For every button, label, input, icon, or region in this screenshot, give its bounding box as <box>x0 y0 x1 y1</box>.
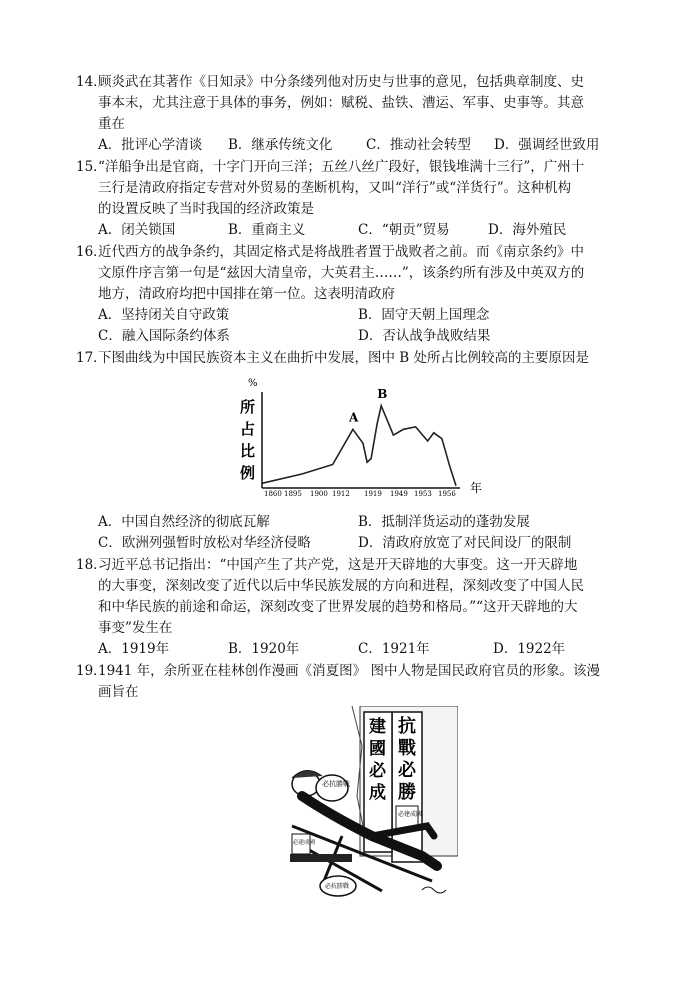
cartoon-drawing <box>262 706 458 902</box>
summer-cartoon <box>262 706 458 902</box>
stem-line: 重在 <box>98 116 125 132</box>
banner-char: 戰 <box>398 738 416 759</box>
option-c[interactable]: C．推动社会转型 <box>366 137 471 153</box>
question-19 <box>76 661 636 703</box>
option-b[interactable]: B．继承传统文化 <box>228 137 333 153</box>
y-label-char: 占 <box>240 420 256 438</box>
question-number: 18． <box>76 557 107 573</box>
banner-char: 勝 <box>398 782 416 803</box>
options <box>76 135 636 156</box>
x-axis-label: 年 <box>470 481 483 495</box>
option-b[interactable]: B．重商主义 <box>228 222 306 238</box>
option-a[interactable]: A．闭关锁国 <box>98 222 176 238</box>
stem-line: 顾炎武在其著作《日知录》中分条缕列他对历史与世事的意见，包括典章制度、史 <box>98 74 584 90</box>
stem-line: 事变”发生在 <box>98 620 173 636</box>
option-d[interactable]: D．清政府放宽了对民间设厂的限制 <box>358 535 572 551</box>
option-d[interactable]: D．1922年 <box>493 641 566 657</box>
y-axis-label <box>240 398 255 482</box>
stem-line: 地方，清政府均把中国排在第一位。这表明清政府 <box>98 286 395 302</box>
stem-line: 的大事变，深刻改变了近代以后中华民族发展的方向和进程，深刻改变了中国人民 <box>98 578 584 594</box>
option-c[interactable]: C．融入国际条约体系 <box>98 328 230 344</box>
series-line <box>262 406 456 486</box>
stem-line: “洋船争出是官商，十字门开向三洋；五丝八丝广段好，银钱堆满十三行”，广州十 <box>98 159 585 175</box>
stem-line: 事本末，尤其注意于具体的事务，例如：赋税、盐铁、漕运、军事、史事等。其意 <box>98 95 584 111</box>
x-tick-1919: 1919 <box>364 490 382 498</box>
banner-char: 建 <box>369 717 386 737</box>
banner-char: 必 <box>398 760 416 781</box>
fan-text: 必抗勝戰 <box>322 780 350 788</box>
small-sign-text: 必建成國 <box>398 811 423 818</box>
stem-line: 习近平总书记指出：“中国产生了共产党，这是开天辟地的大事变。这一开天辟地 <box>98 557 578 573</box>
options <box>76 512 636 554</box>
question-16 <box>76 242 636 347</box>
annotation-b: B <box>377 386 388 401</box>
x-tick-1860: 1860 <box>264 490 282 498</box>
y-label-char: 例 <box>240 464 256 482</box>
option-b[interactable]: B．抵制洋货运动的蓬勃发展 <box>358 514 530 530</box>
question-17-options <box>76 512 636 554</box>
option-c[interactable]: C．欧洲列强暂时放松对华经济侵略 <box>98 535 311 551</box>
question-number: 14． <box>76 74 107 90</box>
question-stem <box>76 661 636 682</box>
capitalism-proportion-chart <box>232 372 492 500</box>
option-a[interactable]: A．中国自然经济的彻底瓦解 <box>98 514 270 530</box>
stem-line: 下图曲线为中国民族资本主义在曲折中发展，图中 B 处所占比例较高的主要原因是 <box>98 350 590 366</box>
option-d[interactable]: D．否认战争战败结果 <box>358 328 491 344</box>
artist-signature <box>422 887 446 893</box>
option-a[interactable]: A．坚持闭关自守政策 <box>98 307 230 323</box>
option-d[interactable]: D．海外殖民 <box>488 222 567 238</box>
line-chart <box>232 372 492 500</box>
y-label-char: 所 <box>240 398 256 416</box>
question-number: 16． <box>76 244 107 260</box>
teapot-text: 必抗勝戰 <box>325 883 350 890</box>
y-unit-label: % <box>248 378 258 389</box>
options <box>76 220 636 241</box>
question-stem <box>76 348 636 369</box>
cup-text: 必建成國 <box>293 840 316 846</box>
stem-line: 的设置反映了当时我国的经济政策是 <box>98 201 314 217</box>
x-tick-1956: 1956 <box>438 490 456 498</box>
option-a[interactable]: A．批评心学清谈 <box>98 137 203 153</box>
question-stem <box>76 242 636 263</box>
question-15 <box>76 157 636 241</box>
question-stem <box>76 157 636 178</box>
question-17 <box>76 348 636 369</box>
y-label-char: 比 <box>240 442 256 460</box>
question-number: 17． <box>76 350 107 366</box>
x-tick-1953: 1953 <box>414 490 432 498</box>
stem-line: 三行是清政府指定专营对外贸易的垄断机构，又叫“洋行”或“洋货行”。这种机构 <box>98 180 572 196</box>
x-tick-labels <box>264 490 456 498</box>
stem-line: 和中华民族的前途和命运，深刻改变了世界发展的趋势和格局。”“这开天辟地的大 <box>98 599 578 615</box>
stem-line: 画旨在 <box>98 684 139 700</box>
question-stem <box>76 72 636 93</box>
option-b[interactable]: B．固守天朝上国理念 <box>358 307 490 323</box>
tea-table <box>290 854 352 862</box>
x-tick-1949: 1949 <box>390 490 408 498</box>
banner-char: 必 <box>369 761 386 781</box>
question-number: 19． <box>76 663 107 679</box>
stem-line: 近代西方的战争条约，其固定格式是将战胜者置于战败者之前。而《南京条约》中 <box>98 244 584 260</box>
stem-line: 文原件序言第一句是“兹因大清皇帝，大英君主……”，该条约所有涉及中英双方的 <box>98 265 585 281</box>
stem-line: 1941 年，余所亚在桂林创作漫画《消夏图》 图中人物是国民政府官员的形象。该漫 <box>98 663 600 679</box>
option-b[interactable]: B．1920年 <box>228 641 300 657</box>
banner-char: 抗 <box>398 716 416 737</box>
annotation-a: A <box>348 410 359 425</box>
banner-char: 成 <box>369 783 386 803</box>
option-c[interactable]: C．“朝贡”贸易 <box>358 222 450 238</box>
question-18 <box>76 555 636 660</box>
question-number: 15． <box>76 159 107 175</box>
option-d[interactable]: D．强调经世致用 <box>494 137 600 153</box>
x-tick-1895: 1895 <box>284 490 302 498</box>
question-14 <box>76 72 636 156</box>
option-c[interactable]: C．1921年 <box>358 641 430 657</box>
x-tick-1900: 1900 <box>310 490 328 498</box>
banner-char: 國 <box>369 739 386 759</box>
options <box>76 639 636 660</box>
question-stem <box>76 555 636 576</box>
hand-fan <box>316 775 348 801</box>
options <box>76 305 636 347</box>
x-tick-1912: 1912 <box>332 490 350 498</box>
option-a[interactable]: A．1919年 <box>98 641 170 657</box>
